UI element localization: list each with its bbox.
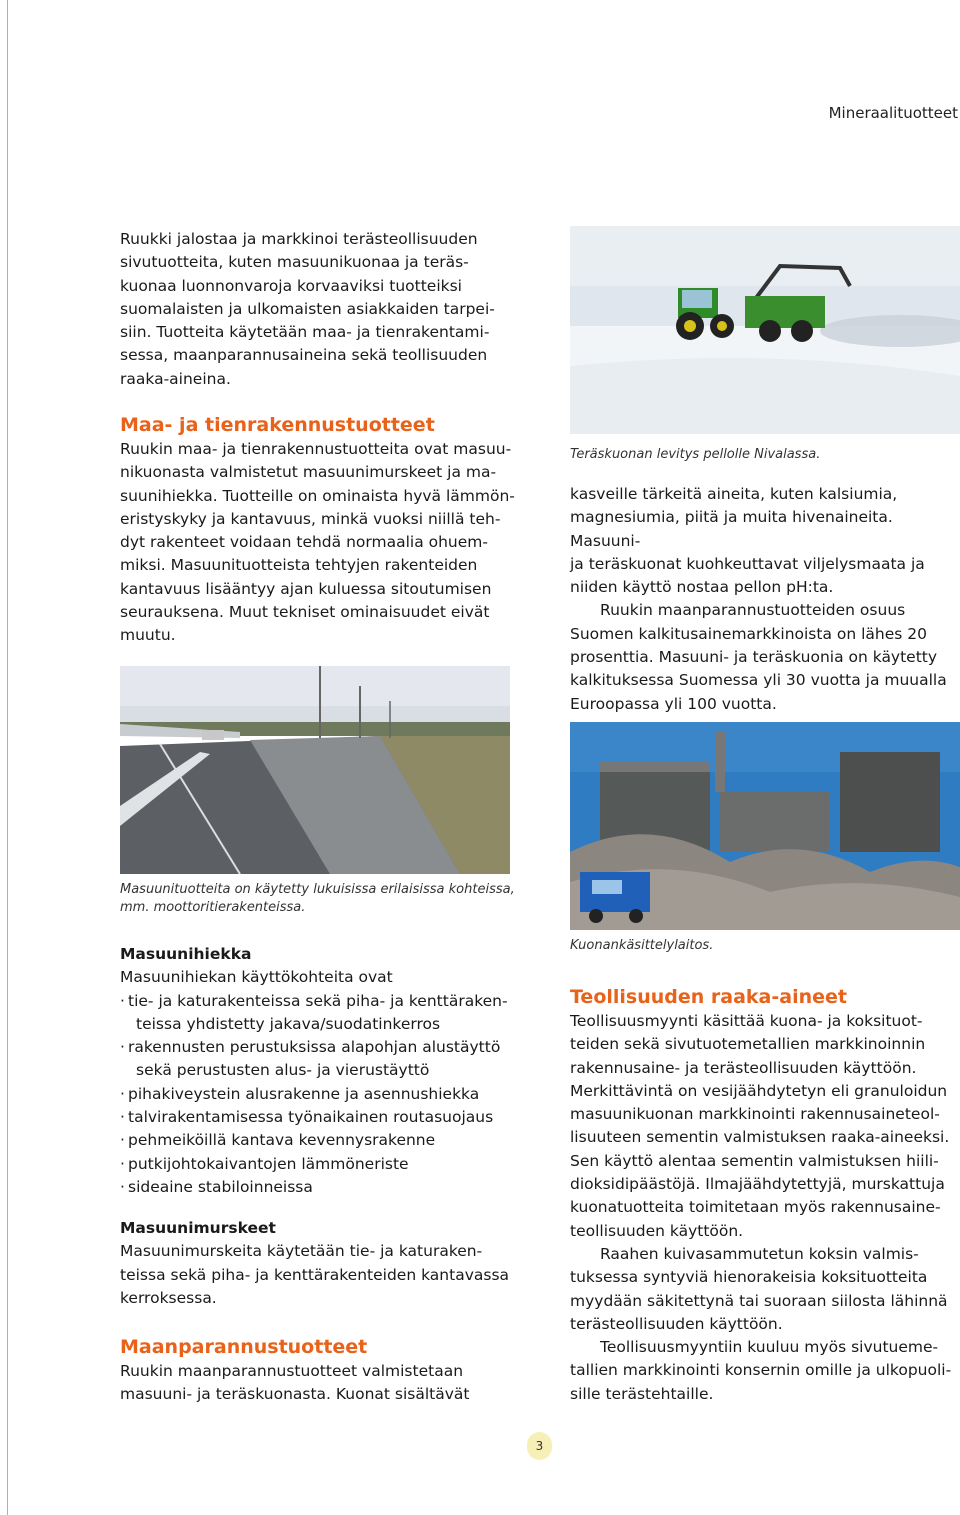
right-line: kasveille tärkeitä aineita, kuten kalsiumia, [570,485,898,503]
list-item [120,990,530,1037]
list-item-text: putkijohtokaivantojen lämmöneriste [128,1154,409,1173]
teollisuus-line: tallien markkinointi konsernin omille ja ulkopuoli- [570,1361,952,1380]
maa-line: seurauksena. Muut tekniset ominaisuudet eivät [120,603,490,622]
page-number: 3 [527,1432,552,1460]
teollisuus-line: Teollisuusmyynti käsittää kuona- ja koksituot- [570,1012,923,1030]
teollisuus-line: Teollisuusmyyntiin kuuluu myös sivutueme- [600,1338,939,1357]
maa-line: dyt rakenteet voidaan tehdä normaalia ohuem- [120,533,488,552]
masuunimurskeet-line: kerroksessa. [120,1288,217,1307]
maanparannus-line: Ruukin maanparannustuotteet valmistetaan [120,1362,464,1380]
right-line: magnesiumia, piitä ja muita hivenaineita. Masuuni- [570,508,893,550]
maa-line: nikuonasta valmistetut masuunimurskeet ja ma- [120,463,497,482]
intro-block [120,228,530,391]
bullet-dot: · [120,1177,125,1196]
teollisuus-line: terästeollisuuden käyttöön. [570,1314,783,1333]
maa-line: kantavuus lisääntyy ajan kuluessa sitoutumisen [120,579,492,598]
section-title: Mineraalituotteet [828,104,958,122]
bullet-dot: · [120,1038,125,1057]
intro-line: sivutuotteita, kuten masuunikuonaa ja teräs- [120,253,469,272]
bullet-dot: · [120,1084,125,1103]
maa-heading: Maa- ja tienrakennustuotteet [120,414,435,436]
list-item-text: tie- ja katurakenteissa sekä piha- ja kenttäraken- [128,991,508,1010]
masuunimurskeet-section [120,1217,530,1310]
masuunimurskeet-line: Masuunimurskeita käytetään tie- ja katuraken- [120,1242,483,1261]
teollisuus-line: Merkittävintä on vesijäähdytetyn eli granuloidun [570,1081,948,1100]
teollisuus-line: Sen käyttö alentaa sementin valmistuksen hiili- [570,1151,939,1170]
maa-line: miksi. Masuunituotteista tehtyjen rakenteiden [120,556,478,575]
list-item [120,1083,530,1106]
teollisuus-line: tuksessa syntyviä hienorakeisia koksituotteita [570,1268,928,1287]
tractor-photo [570,226,960,434]
list-item-text: sideaine stabiloinneissa [128,1177,313,1196]
bullet-dot: · [120,1108,125,1127]
road-caption-line: Masuunituotteita on käytetty lukuisissa erilaisissa kohteissa, [120,882,515,897]
road-photo [120,666,510,874]
road-caption-line: mm. moottoritierakenteissa. [120,900,306,915]
list-item [120,1176,530,1199]
list-item-text: rakennusten perustuksissa alapohjan alustäyttö [128,1038,501,1057]
bullet-dot: · [120,991,125,1010]
teollisuus-line: teiden sekä sivutuotemetallien markkinoinnin [570,1035,926,1054]
teollisuus-line: lisuuteen sementin valmistuksen raaka-aineeksi. [570,1128,950,1147]
right-top-block [570,483,960,716]
right-line: Ruukin maanparannustuotteiden osuus [600,601,906,620]
masuunihiekka-section [120,943,530,1199]
teollisuus-line: myydään säkitettynä tai suoraan siilosta lähinnä [570,1291,948,1310]
right-line: ja teräskuonat kuohkeuttavat viljelysmaata ja [570,554,925,573]
masuunimurskeet-heading: Masuunimurskeet [120,1219,276,1237]
maa-line: muutu. [120,626,176,645]
plant-photo [570,722,960,930]
list-item [120,1036,530,1083]
right-line: Suomen kalkitusainemarkkinoista on lähes 20 [570,624,928,643]
masuunihiekka-heading: Masuunihiekka [120,945,252,963]
masuunimurskeet-line: teissa sekä piha- ja kenttärakenteiden kantavassa [120,1265,510,1284]
intro-line: sessa, maanparannusaineina sekä teollisuuden [120,346,488,365]
plant-caption: Kuonankäsittelylaitos. [570,938,714,953]
intro-line: suomalaisten ja ulkomaisten asiakkaiden tarpei- [120,299,495,318]
intro-line: Ruukki jalostaa ja markkinoi terästeollisuuden [120,230,478,248]
list-item-continuation: teissa yhdistetty jakava/suodatinkerros [136,1014,441,1033]
teollisuus-line: rakennusaine- ja terästeollisuuden käyttöön. [570,1058,917,1077]
teollisuus-line: kuonatuotteita toimitetaan myös rakennusaine- [570,1198,941,1217]
teollisuus-heading: Teollisuuden raaka-aineet [570,986,847,1008]
maanparannus-heading: Maanparannustuotteet [120,1336,368,1358]
intro-line: raaka-aineina. [120,369,231,388]
teollisuus-line: teollisuuden käyttöön. [570,1221,744,1240]
list-item [120,1106,530,1129]
maa-line: eristyskyky ja kantavuus, minkä vuoksi niillä teh- [120,509,501,528]
right-line: kalkituksessa Suomessa yli 30 vuotta ja muualla [570,671,947,690]
list-item [120,1153,530,1176]
teollisuus-line: dioksidipäästöjä. Ilmajäähdytettyjä, murskattuja [570,1175,945,1194]
list-item-text: pihakiveystein alusrakenne ja asennushiekka [128,1084,480,1103]
right-line: Euroopassa yli 100 vuotta. [570,694,777,713]
list-item [120,1129,530,1152]
masuunihiekka-intro: Masuunihiekan käyttökohteita ovat [120,968,393,987]
masuunihiekka-list [120,990,530,1200]
maa-section [120,412,530,648]
list-item-text: pehmeiköillä kantava kevennysrakenne [128,1131,436,1150]
intro-line: siin. Tuotteita käytetään maa- ja tienrakentami- [120,323,490,342]
bullet-dot: · [120,1154,125,1173]
tractor-caption: Teräskuonan levitys pellolle Nivalassa. [570,447,821,462]
list-item-continuation: sekä perustusten alus- ja vierustäyttö [136,1061,430,1080]
page-edge-line [7,0,8,1515]
maa-line: Ruukin maa- ja tienrakennustuotteita ovat masuu- [120,440,512,458]
intro-line: kuonaa luonnonvaroja korvaaviksi tuotteiksi [120,276,462,295]
maanparannus-line: masuuni- ja teräskuonasta. Kuonat sisältävät [120,1385,470,1404]
road-caption [120,881,520,917]
teollisuus-line: sille terästehtaille. [570,1384,714,1403]
list-item-text: talvirakentamisessa työnaikainen routasuojaus [128,1108,494,1127]
teollisuus-line: Raahen kuivasammutetun koksin valmis- [600,1244,919,1263]
maanparannus-section [120,1334,530,1407]
bullet-dot: · [120,1131,125,1150]
teollisuus-line: masuunikuonan markkinointi rakennusaineteol- [570,1105,940,1124]
right-line: prosenttia. Masuuni- ja teräskuonia on käytetty [570,648,938,667]
teollisuus-section [570,984,960,1406]
right-line: niiden käyttö nostaa pellon pH:ta. [570,578,834,597]
maa-line: suunihiekka. Tuotteille on ominaista hyvä lämmön- [120,486,515,505]
